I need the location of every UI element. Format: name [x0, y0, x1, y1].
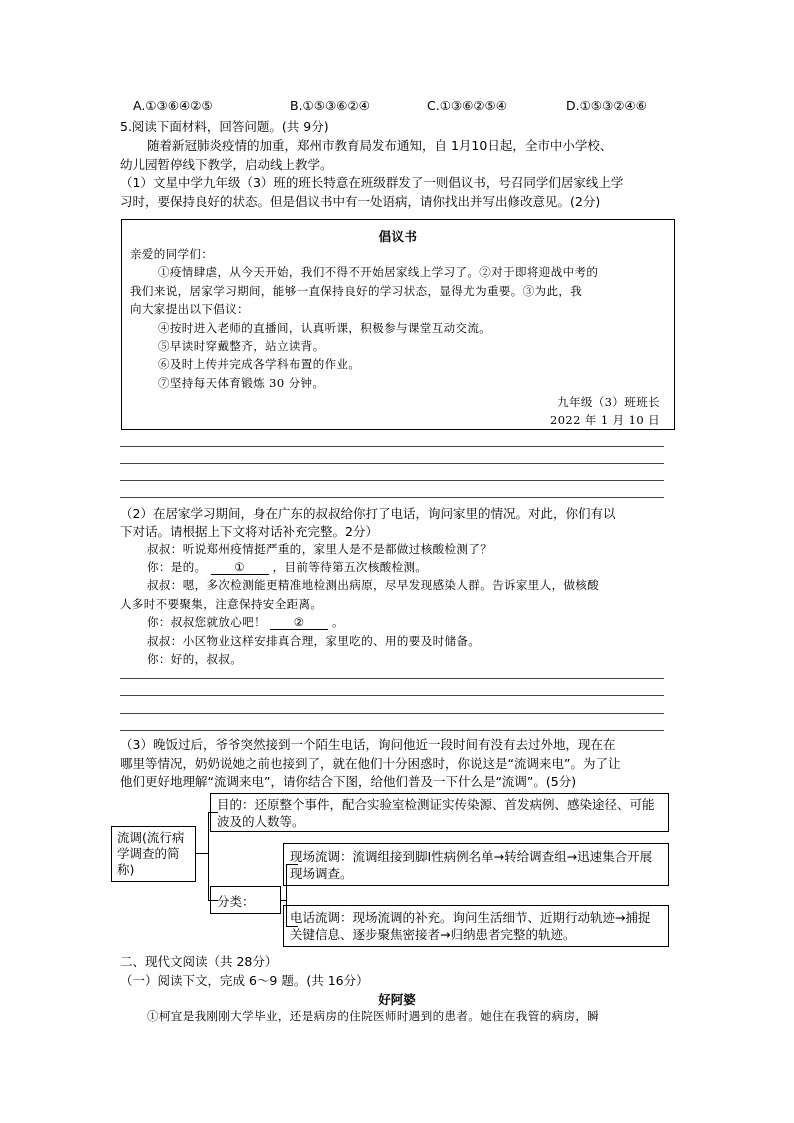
diagram-purpose-box: 目的：还原整个事件，配合实验室检测证实传染源、首发病例、感染途径、可能波及的人数等。 — [210, 793, 669, 832]
dialog-line2-pre: 你：是的。 — [147, 560, 207, 574]
letter-line7: ⑦坚持每天体育锻炼 30 分钟。 — [158, 376, 325, 390]
diagram-connector — [208, 812, 209, 900]
diagram-root-box: 流调(流行病学调查的简称) — [111, 826, 196, 882]
q5-part3-line1: （3）晚饭过后，爷爷突然接到一个陌生电话，询问他近一段时间有没有去过外地，现在在 — [120, 737, 616, 752]
passage-paragraph1: ①柯宜是我刚刚大学毕业，还是病房的住院医师时遇到的患者。她住在我管的病房，瞬 — [147, 1009, 600, 1023]
dialog-line5-post: 。 — [332, 615, 345, 629]
dialog-line7: 你：好的，叔叔。 — [147, 652, 243, 666]
q5-heading: 5.阅读下面材料，回答问题。(共 9分) — [120, 119, 329, 134]
option-a: A.①③⑥④②⑤ — [133, 98, 213, 113]
q5-part2-line1: （2）在居家学习期间，身在广东的叔叔给你打了电话，询问家里的情况。对此，你们有以 — [120, 506, 616, 521]
letter-line4: ④按时进入老师的直播间，认真听课，积极参与课堂互动交流。 — [158, 321, 492, 335]
dialog-line2-post: ，目前等待第五次核酸检测。 — [272, 560, 428, 574]
q5-part2-line2: 下对话。请根据上下文将对话补充完整。2分） — [120, 524, 378, 539]
letter-line6: ⑥及时上传并完成各学科布置的作业。 — [158, 357, 361, 371]
answer-line[interactable] — [120, 480, 664, 481]
letter-line3: 向大家提出以下倡议： — [130, 302, 249, 316]
q5-part3-line2: 哪里等情况，奶奶说她之前也接到了，就在他们十分困惑时，你说这是“流调来电”。为了让 — [120, 756, 621, 771]
answer-line[interactable] — [120, 463, 664, 464]
dialog-line2 — [147, 559, 427, 575]
dialog-line5 — [147, 614, 344, 630]
dialog-line1: 叔叔：听说郑州疫情挺严重的，家里人是不是都做过核酸检测了？ — [147, 542, 493, 556]
answer-line[interactable] — [120, 730, 664, 731]
letter-title: 倡议书 — [378, 229, 418, 244]
dialog-line5-pre: 你：叔叔您就放心吧！ — [147, 615, 266, 629]
blank-1[interactable]: ① — [211, 560, 269, 575]
q5-part1-line1: （1）文星中学九年级（3）班的班长特意在班级群发了一则倡议书，号召同学们居家线上学 — [120, 175, 624, 190]
letter-line1: ①疫情肆虐，从今天开始，我们不得不开始居家线上学习了。②对于即将迎战中考的 — [158, 265, 599, 279]
answer-line[interactable] — [120, 446, 664, 447]
letter-line2: 我们来说，居家学习期间，能够一直保持良好的学习状态，显得尤为重要。③为此，我 — [130, 284, 583, 298]
passage-title: 好阿婆 — [378, 992, 416, 1007]
option-d: D.①⑤③②④⑥ — [566, 98, 647, 113]
answer-line[interactable] — [120, 713, 664, 714]
diagram-onsite-box: 现场流调：流调组接到脚Ⅰ性病例名单→转给调查组→迅速集合开展现场调查。 — [283, 843, 669, 886]
option-c: C.①③⑥②⑤④ — [427, 98, 507, 113]
dialog-line6: 叔叔：小区物业这样安排真合理，家里吃的、用的要及时储备。 — [147, 634, 481, 648]
letter-line5: ⑤早读时穿戴整齐，站立读背。 — [158, 339, 325, 353]
q5-intro-line1: 随着新冠肺炎疫情的加重，郑州市教育局发布通知，自 1月10日起，全市中小学校、 — [147, 138, 613, 153]
option-b: B.①⑤③⑥②④ — [290, 98, 370, 113]
blank-2[interactable]: ② — [270, 615, 328, 630]
dialog-line4: 人多时不要聚集，注意保持安全距离。 — [120, 597, 323, 611]
answer-line[interactable] — [120, 497, 664, 498]
diagram-phone-box: 电话流调：现场流调的补充。询问生活细节、近期行动轨迹→捕捉关键信息、逐步聚焦密接者→归纳患者完整的轨迹。 — [283, 905, 669, 947]
dialog-line3: 叔叔：嗯，多次检测能更精准地检测出病原，尽早发现感染人群。告诉家里人，做核酸 — [147, 578, 600, 592]
q5-part3-line3: 他们更好地理解“流调来电”，请你结合下图，给他们普及一下什么是“流调”。(5分) — [120, 774, 577, 789]
letter-salutation: 亲爱的同学们： — [130, 247, 214, 261]
proposal-letter-box — [121, 219, 675, 430]
section2-subheading: （一）阅读下文，完成 6～9 题。(共 16分） — [120, 973, 369, 988]
q5-part1-line2: 习时，要保持良好的状态。但是倡议书中有一处语病，请你找出并写出修改意见。(2分) — [120, 194, 601, 209]
letter-signature: 九年级（3）班班长 — [557, 395, 660, 409]
answer-line[interactable] — [120, 678, 664, 679]
letter-date: 2022 年 1 月 10 日 — [550, 413, 660, 427]
answer-line[interactable] — [120, 695, 664, 696]
q5-intro-line2: 幼儿园暂停线下教学，启动线上教学。 — [120, 157, 333, 172]
diagram-category-box: 分类： — [210, 886, 281, 914]
section2-heading: 二、现代文阅读（共 28分） — [120, 954, 278, 969]
diagram-connector — [196, 853, 208, 854]
